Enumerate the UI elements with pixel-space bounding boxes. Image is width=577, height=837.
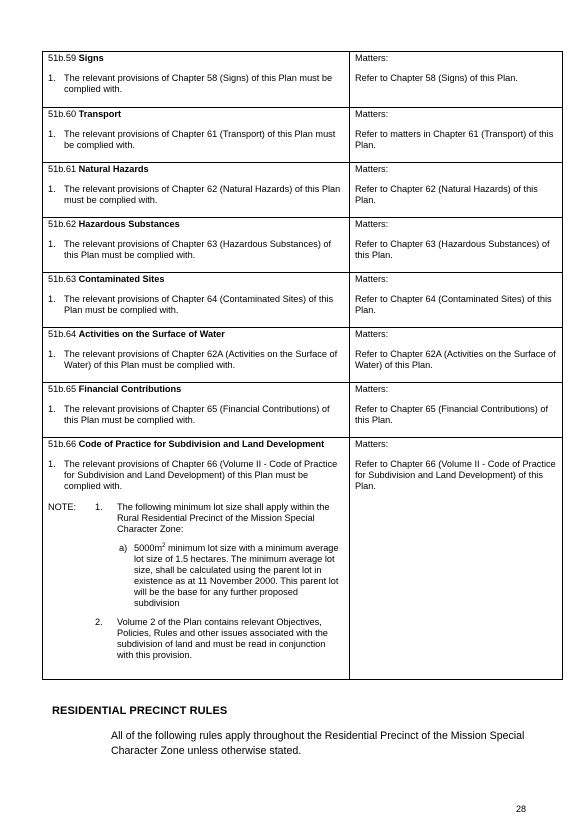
rule-row [43,163,563,218]
matters-cell [350,328,563,383]
rule-item-text: The relevant provisions of Chapter 61 (Transport) of this Plan must be complied with. [64,129,336,150]
rule-cell [43,438,350,680]
note-text: Volume 2 of the Plan contains relevant Objectives, Policies, Rules and other issues associated with the subdivision of land and must be read in conjunction with this provision. [117,617,328,660]
rule-header [43,328,349,341]
rule-item-number: 1. [48,184,56,194]
matters-text: Refer to Chapter 66 (Volume II - Code of Practice for Subdivision and Land Development) of this Plan. [355,459,556,491]
rule-title: Contaminated Sites [78,274,165,284]
matters-cell [350,438,563,680]
rule-item-number: 1. [48,294,56,304]
rule-item-number: 1. [48,239,56,249]
rule-row [43,273,563,328]
rule-item [43,286,349,316]
rule-header [43,383,349,396]
superscript: 2 [162,542,166,549]
matters-label: Matters: [355,53,389,63]
rule-cell [43,328,350,383]
rule-item-text: The relevant provisions of Chapter 62A (Activities on the Surface of Water) of this Plan must be complied with. [64,349,338,370]
rule-item-number: 1. [48,349,56,359]
matters-text: Refer to Chapter 63 (Hazardous Substances) of this Plan. [355,239,550,260]
page-number: 28 [516,804,527,814]
rule-item [43,396,349,426]
rule-item [43,231,349,261]
rule-item [43,121,349,151]
matters-label: Matters: [355,109,389,119]
rule-code: 51b.62 [48,219,77,229]
rule-title: Code of Practice for Subdivision and Land Development [78,439,325,449]
matters-label: Matters: [355,164,389,174]
note-text: The following minimum lot size shall apply within the Rural Residential Precinct of the Mission Special Character Zone: [117,502,330,534]
subitem-text-lead: 5000m [134,543,163,553]
subitem-number: a) [119,543,128,553]
rule-cell [43,52,350,108]
note-item [43,492,349,535]
matters-label: Matters: [355,274,389,284]
matters-cell [350,108,563,163]
matters-text: Refer to Chapter 62A (Activities on the Surface of Water) of this Plan. [355,349,556,370]
rule-cell [43,108,350,163]
section-heading: RESIDENTIAL PRECINCT RULES [52,705,228,717]
rule-item [43,176,349,206]
note-number: 2. [95,617,103,627]
rule-title: Hazardous Substances [78,219,180,229]
matters-text: Refer to matters in Chapter 61 (Transport) of this Plan. [355,129,554,150]
rule-item-text: The relevant provisions of Chapter 58 (Signs) of this Plan must be complied with. [64,73,333,94]
rule-item-number: 1. [48,73,56,83]
rule-item-text: The relevant provisions of Chapter 62 (Natural Hazards) of this Plan must be complied with. [64,184,341,205]
rule-cell [43,218,350,273]
rule-title: Signs [78,53,104,63]
note-item [43,609,349,661]
rule-code: 51b.59 [48,53,77,63]
rule-row [43,218,563,273]
rule-row [43,383,563,438]
matters-text: Refer to Chapter 64 (Contaminated Sites) of this Plan. [355,294,552,315]
matters-text: Refer to Chapter 58 (Signs) of this Plan. [355,73,518,83]
rule-item-text: The relevant provisions of Chapter 64 (Contaminated Sites) of this Plan must be complied with. [64,294,334,315]
matters-cell [350,273,563,328]
rule-item [43,65,349,95]
rule-title: Activities on the Surface of Water [78,329,225,339]
note-subitem [43,535,349,609]
rule-code: 51b.63 [48,274,77,284]
matters-text: Refer to Chapter 62 (Natural Hazards) of this Plan. [355,184,538,205]
rule-row [43,108,563,163]
rule-item-text: The relevant provisions of Chapter 65 (Financial Contributions) of this Plan must be complied with. [64,404,330,425]
matters-label: Matters: [355,439,389,449]
rule-header [43,273,349,286]
rule-header [43,52,349,65]
rule-cell [43,383,350,438]
matters-text: Refer to Chapter 65 (Financial Contributions) of this Plan. [355,404,549,425]
subitem-text-rest: minimum lot size with a minimum average lot size of 1.5 hectares. The minimum average lot size, shall be calculated using the parent lot in existence as at 11 November 2000. This parent lot will be the base for any further proposed subdivision [134,543,339,608]
rule-header [43,108,349,121]
rules-table [42,51,563,680]
rule-title: Financial Contributions [78,384,182,394]
rule-item-number: 1. [48,404,56,414]
rule-item-number: 1. [48,129,56,139]
rule-code: 51b.61 [48,164,77,174]
rule-code: 51b.60 [48,109,77,119]
rule-cell [43,163,350,218]
rule-row [43,52,563,108]
matters-cell [350,163,563,218]
matters-label: Matters: [355,219,389,229]
rule-code: 51b.64 [48,329,77,339]
matters-label: Matters: [355,329,389,339]
rule-header [43,163,349,176]
matters-cell [350,383,563,438]
matters-label: Matters: [355,384,389,394]
rule-code: 51b.66 [48,439,77,449]
note-number: 1. [95,502,103,512]
rule-header [43,218,349,231]
matters-cell [350,52,563,108]
rule-row [43,438,563,680]
rule-item-number: 1. [48,459,56,469]
subitem-text [134,543,343,609]
rule-cell [43,273,350,328]
rule-header [43,438,349,451]
rule-item [43,451,349,492]
note-label: NOTE: [48,502,77,512]
rule-row [43,328,563,383]
section-intro: All of the following rules apply throughout the Residential Precinct of the Mission Special Character Zone unless otherwise stated. [111,730,525,757]
matters-cell [350,218,563,273]
rule-title: Natural Hazards [78,164,149,174]
rule-title: Transport [78,109,122,119]
rule-code: 51b.65 [48,384,77,394]
rule-item [43,341,349,371]
rule-item-text: The relevant provisions of Chapter 63 (Hazardous Substances) of this Plan must be complied with. [64,239,332,260]
rule-item-text: The relevant provisions of Chapter 66 (Volume II - Code of Practice for Subdivision and Land Development) of this Plan must be complied with. [64,459,338,491]
